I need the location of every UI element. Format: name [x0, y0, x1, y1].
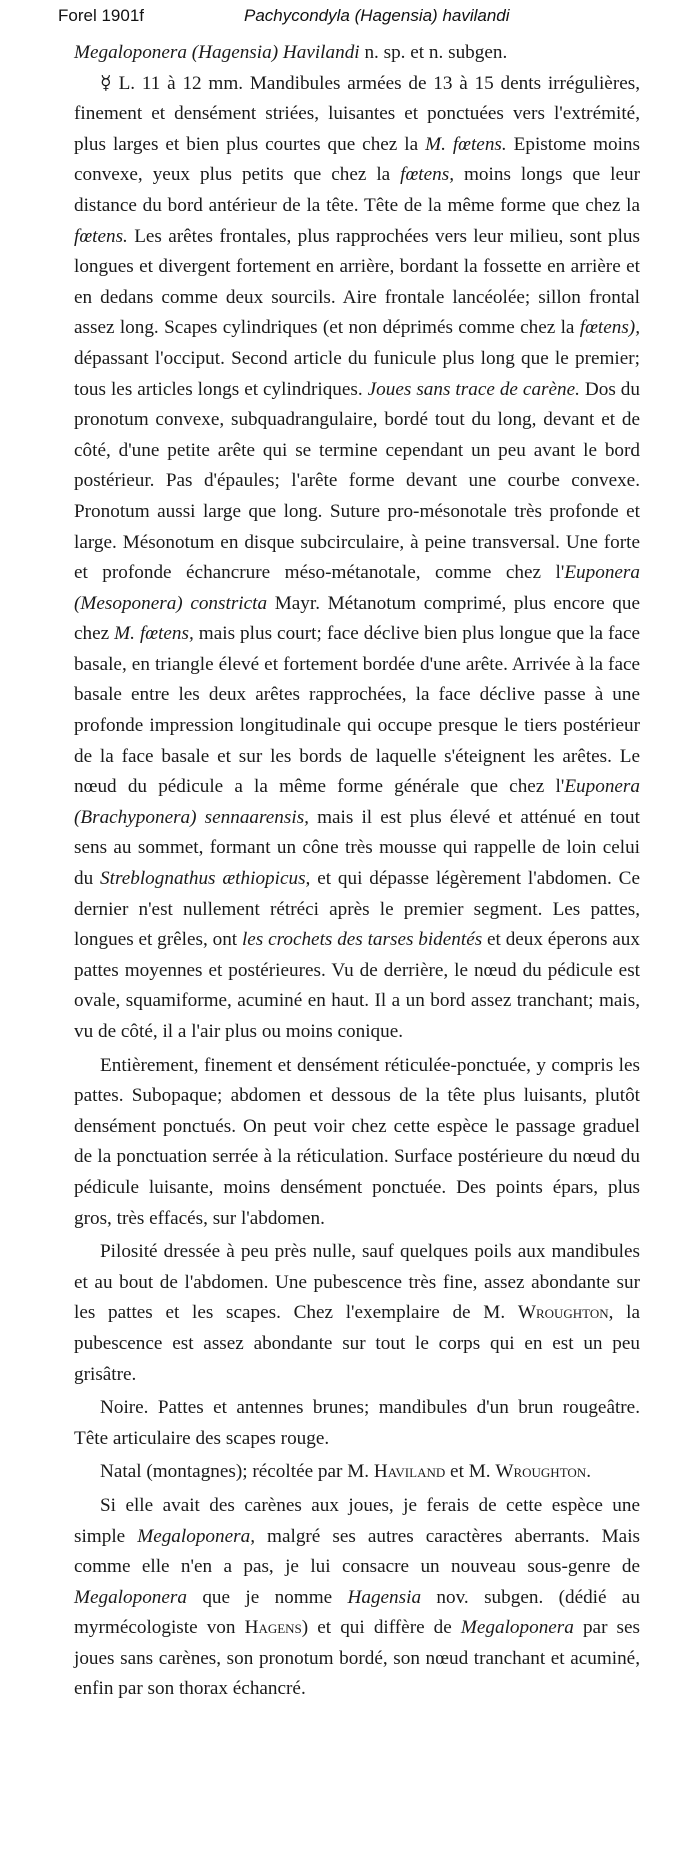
text-run: dépassant l'occiput. Second article du funicule plus long que le premier; tous les articles longs et cylindriques. — [74, 347, 640, 400]
text-run: et M. — [445, 1461, 496, 1483]
text-run: Dos du pronotum convexe, subquadrangulaire, bordé tout du long, devant et de côté, d'une petite arête qui se termine cependant un peu avant le bord postérieur. Pas d'épaules; l'arête forme devant une courbe convexe. Pronotum aussi large que long. Suture pro-mésonotale très profonde et large. Mésonotum en disque subcirculaire, à peine transversal. Une forte et profonde échancrure méso-métanotale, comme chez l' — [74, 378, 640, 584]
article-body — [74, 38, 640, 1708]
text-run: malgré ses autres caractères aberrants. Mais comme elle n'en a pas, je lui consacre un nouveau sous-genre de — [74, 1525, 640, 1578]
person-name: Haviland — [373, 1461, 446, 1483]
text-run: et deux éperons aux pattes moyennes et postérieures. Vu de derrière, le nœud du pédicule est ovale, squamiforme, acuminé en haut. Il a un bord assez tranchant; mais, vu de côté, il a l'air plus ou moins conique. — [74, 929, 640, 1042]
text-run: , la pubescence est assez abondante sur tout le corps qui en est un peu grisâtre. — [74, 1302, 641, 1385]
text-run: Pilosité dressée à peu près nulle, sauf quelques poils aux mandibules et au bout de l'abdomen. Une pubescence très fine, assez abondante sur les pattes et les scapes. Chez l'exemplaire de M. — [74, 1241, 640, 1324]
paragraph-pilosity — [74, 1237, 640, 1390]
paragraph-remarks — [74, 1491, 640, 1705]
italic-run: Megaloponera — [460, 1617, 574, 1639]
paragraph-color: Noire. Pattes et antennes brunes; mandibules d'un brun rougeâtre. Tête articulaire des scapes rouge. — [74, 1397, 640, 1449]
paragraph-description — [74, 69, 640, 1048]
text-run: ) et qui diffère de — [301, 1617, 461, 1639]
italic-run: Euponera (Brachyponera) sennaarensis, — [74, 776, 640, 828]
person-name: Hagens — [244, 1617, 302, 1639]
italic-run: Megaloponera, — [137, 1525, 255, 1547]
text-run: . — [586, 1461, 591, 1483]
page-header — [58, 6, 648, 32]
text-run: et qui dépasse légèrement l'abdomen. Ce dernier n'est nullement rétréci après le premier segment. Les pattes, longues et grêles, ont — [74, 868, 640, 951]
text-run: Natal (montagnes); récoltée par M. — [100, 1461, 374, 1483]
species-name: Megaloponera (Hagensia) Havilandi — [74, 42, 360, 63]
italic-run: fœtens), — [579, 317, 640, 339]
italic-run: Joues sans trace de carène. — [367, 378, 580, 400]
text-run: que je nomme — [186, 1586, 348, 1608]
italic-run: les crochets des tarses bidentés — [241, 929, 483, 951]
species-heading-suffix: n. sp. et n. subgen. — [359, 42, 508, 63]
text-run: moins longs que leur distance du bord antérieur de la tête. Tête de la même forme que chez la — [74, 164, 640, 216]
italic-run: Megaloponera — [74, 1586, 187, 1608]
text-run: Epistome moins convexe, yeux plus petits que chez la — [74, 133, 640, 186]
paragraph-locality — [74, 1457, 640, 1488]
text-run: Si elle avait des carènes aux joues, je ferais de cette espèce une simple — [74, 1494, 640, 1547]
person-name: Wroughton — [495, 1461, 587, 1483]
italic-run: Hagensia — [347, 1586, 422, 1608]
text-run: ☿ L. 11 à 12 mm. Mandibules armées de 13 à 15 dents irrégulières, finement et densément striées, luisantes et ponctuées vers l'extrémité, plus larges et bien plus courtes que chez la — [74, 72, 640, 155]
italic-run: Euponera (Mesoponera) constricta — [74, 562, 640, 614]
italic-run: M. fœtens. — [425, 133, 507, 155]
text-run: par ses joues sans carènes, son pronotum bordé, son nœud tranchant et acuminé, enfin par son thorax échancré. — [74, 1617, 641, 1700]
text-run: Les arêtes frontales, plus rapprochées vers leur milieu, sont plus longues et divergent fortement en arrière, bordant la fossette en arrière et en dedans comme deux sourcils. Aire frontale lancéolée; sillon frontal assez long. Scapes cylindriques (et non déprimés comme chez la — [74, 225, 640, 339]
text-run: mais il est plus élevé et atténué en tout sens au sommet, formant un cône très mousse qui rappelle de loin celui du — [74, 806, 640, 890]
text-run: mais plus court; face déclive bien plus longue que la face basale, en triangle élevé et fortement bordée d'une arête. Arrivée à la face basale entre les deux arêtes rapprochées, la face déclive passe à une profonde impression longitudinale qui occupe presque le tiers postérieur de la face basale et sur les bords de laquelle s'éteignent les arêtes. Le nœud du pédicule a la même forme générale que chez l' — [74, 623, 640, 798]
person-name: Wroughton — [517, 1302, 609, 1324]
italic-run: M. fœtens, — [114, 623, 194, 645]
species-heading — [74, 38, 640, 69]
italic-run: Streblognathus æthiopicus, — [100, 868, 311, 890]
citation-label: Forel 1901f — [58, 6, 144, 25]
italic-run: fœtens, — [400, 164, 455, 186]
taxon-label: Pachycondyla (Hagensia) havilandi — [244, 6, 510, 25]
italic-run: fœtens. — [74, 225, 128, 247]
paragraph-sculpture: Entièrement, finement et densément réticulée-ponctuée, y compris les pattes. Subopaque; abdomen et dessous de la tête plus luisants, plutôt densément ponctués. On peut voir chez cette espèce le passage graduel de la ponctuation serrée à la réticulation. Surface postérieure du nœud du pédicule luisante, moins densément ponctuée. Des points épars, plus gros, très effacés, sur l'abdomen. — [74, 1054, 640, 1229]
text-run: Mayr. Métanotum comprimé, plus encore que chez — [74, 592, 640, 645]
text-run: nov. subgen. (dédié au myrmécologiste von — [74, 1586, 640, 1639]
